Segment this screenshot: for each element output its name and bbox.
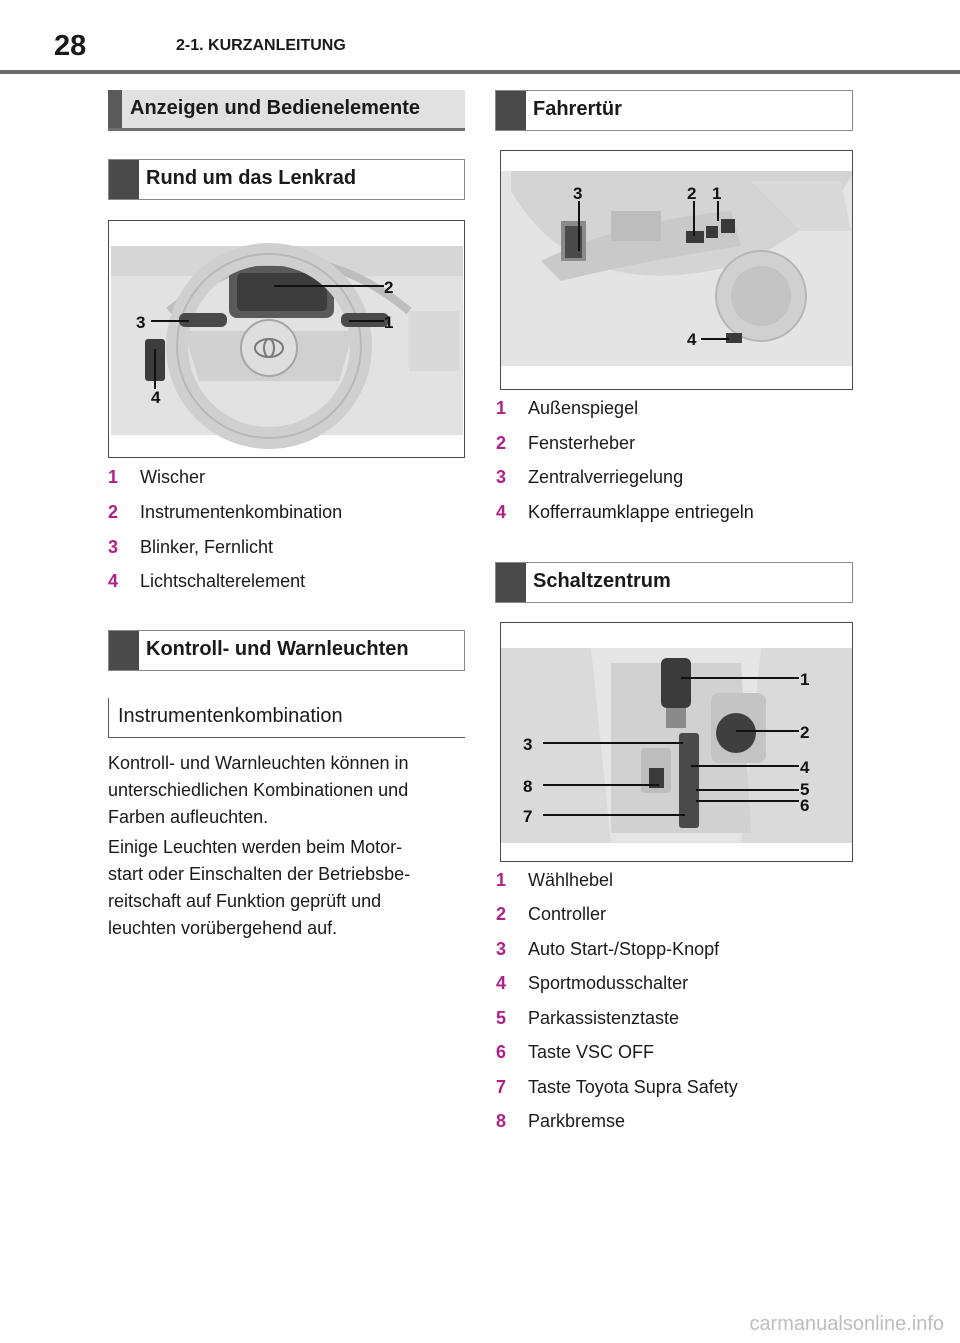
door-title-text: Fahrertür [533, 98, 622, 120]
warning-subtitle: Instrumentenkombination [108, 698, 465, 738]
chapter-title: 2-1. KURZANLEITUNG [176, 37, 346, 54]
door-callout-2: 2 [687, 184, 697, 203]
door-figure [500, 150, 853, 390]
steering-wheel-figure [108, 220, 465, 458]
door-callout-4: 4 [687, 330, 697, 349]
console-callout-5: 5 [800, 780, 810, 799]
steering-callout-1: 1 [384, 313, 394, 332]
door-callout-1: 1 [712, 184, 722, 203]
watermark: carmanualsonline.info [749, 1313, 944, 1335]
console-title-text: Schaltzentrum [533, 570, 671, 592]
console-callout-3: 3 [523, 735, 533, 754]
section-console-title [495, 562, 853, 603]
console-callout-6: 6 [800, 796, 810, 815]
section-door-title [495, 90, 853, 131]
steering-title-text: Rund um das Lenkrad [146, 167, 357, 189]
console-callout-7: 7 [523, 807, 533, 826]
warning-paragraph-1: Kontroll- und Warnleuchten können in unterschiedlichen Kombinationen und Farben aufleuchten. [108, 753, 409, 827]
header-rule [0, 70, 960, 74]
door-callout-3: 3 [573, 184, 583, 203]
page-header [0, 0, 960, 76]
main-title-text: Anzeigen und Bedienelemente [130, 97, 421, 119]
warning-title-text: Kontroll- und Warnleuchten [146, 638, 409, 660]
console-callout-8: 8 [523, 777, 533, 796]
steering-callout-2: 2 [384, 278, 394, 297]
section-steering-title [108, 159, 465, 200]
steering-callout-4: 4 [151, 388, 161, 407]
warning-paragraph-2: Einige Leuchten werden beim Motor- start oder Einschalten der Betriebsbe- reitschaft auf Funktion geprüft und leuchten vorübergehend auf. [108, 837, 411, 938]
section-warning-title [108, 630, 465, 671]
console-callout-1: 1 [800, 670, 810, 689]
console-figure [500, 622, 853, 862]
console-callout-2: 2 [800, 723, 810, 742]
steering-callout-3: 3 [136, 313, 146, 332]
console-callout-4: 4 [800, 758, 810, 777]
page-number: 28 [54, 30, 87, 62]
section-main-title [108, 90, 465, 131]
